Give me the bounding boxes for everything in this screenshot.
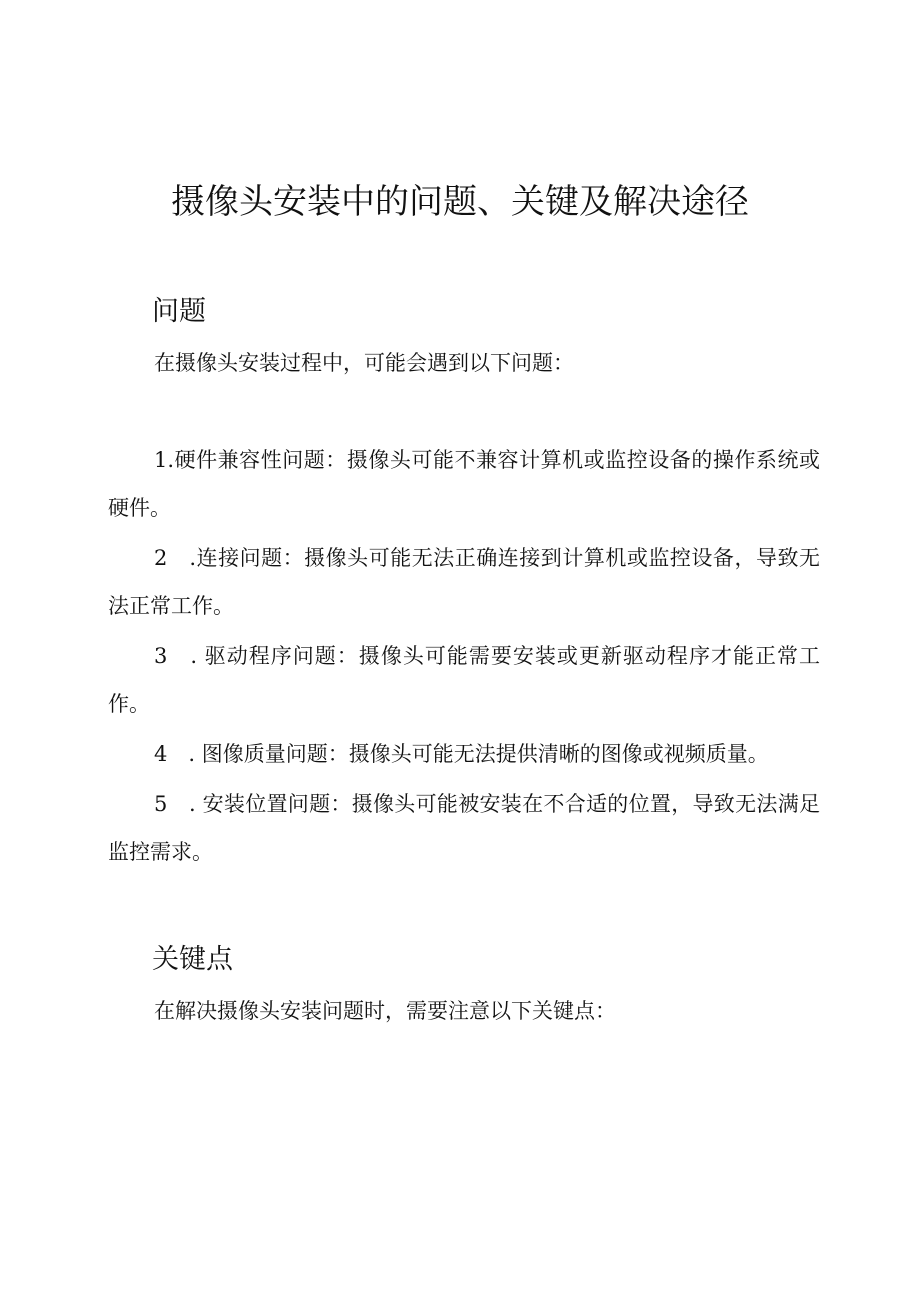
key-points-intro: 在解决摄像头安装问题时，需要注意以下关键点：	[154, 999, 616, 1023]
problem-item-5: 5 . 安装位置问题：摄像头可能被安装在不合适的位置，导致无法满足监控需求。	[108, 792, 820, 864]
problem-item-4: 4 . 图像质量问题：摄像头可能无法提供清晰的图像或视频质量。	[154, 742, 769, 766]
section-heading-problems: 问题	[152, 296, 206, 327]
problem-item-2: 2 .连接问题：摄像头可能无法正确连接到计算机或监控设备，导致无法正常工作。	[108, 546, 820, 618]
problems-intro: 在摄像头安装过程中，可能会遇到以下问题：	[154, 351, 574, 375]
problem-item-1: 1.硬件兼容性问题：摄像头可能不兼容计算机或监控设备的操作系统或硬件。	[108, 448, 820, 520]
document-title: 摄像头安装中的问题、关键及解决途径	[171, 182, 749, 222]
problem-item-3: 3 . 驱动程序问题：摄像头可能需要安装或更新驱动程序才能正常工作。	[108, 644, 820, 716]
section-heading-key-points: 关键点	[152, 944, 233, 975]
